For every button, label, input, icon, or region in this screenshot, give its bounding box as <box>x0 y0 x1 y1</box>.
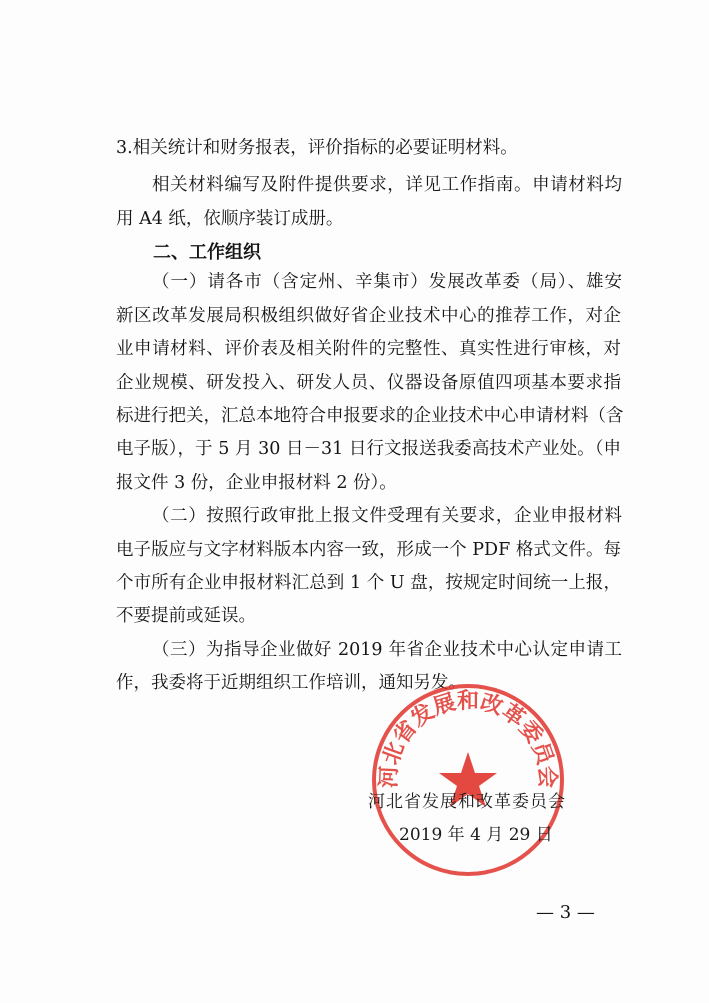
body-line: 不要提前或延误。 <box>116 606 256 626</box>
body-line: （一）请各市（含定州、辛集市）发展改革委（局）、雄安 <box>152 272 622 292</box>
section-heading: 二、工作组织 <box>153 242 261 263</box>
official-seal <box>368 680 568 880</box>
body-line: 用 A4 纸，依顺序装订成册。 <box>116 209 344 229</box>
body-line: 报文件 3 份，企业申报材料 2 份）。 <box>116 473 397 493</box>
body-line: 标进行把关，汇总本地符合申报要求的企业技术中心申请材料（含 <box>116 406 624 426</box>
body-line: （二）按照行政审批上报文件受理有关要求，企业申报材料 <box>152 506 622 526</box>
page-number: — 3 — <box>536 902 595 923</box>
body-line: 电子版），于 5 月 30 日－31 日行文报送我委高技术产业处。（申 <box>116 439 621 459</box>
body-line: （三）为指导企业做好 2019 年省企业技术中心认定申请工 <box>152 640 622 660</box>
seal-text: 河北省发展和改革委员会 <box>375 688 561 789</box>
body-line: 新区改革发展局积极组织做好省企业技术中心的推荐工作，对企 <box>116 306 621 326</box>
body-line: 业申请材料、评价表及相关附件的完整性、真实性进行审核，对 <box>116 339 621 359</box>
body-line: 企业规模、研发投入、研发人员、仪器设备原值四项基本要求指 <box>116 373 621 393</box>
body-line: 电子版应与文字材料版本内容一致，形成一个 PDF 格式文件。每 <box>116 540 621 560</box>
signature-date: 2019 年 4 月 29 日 <box>399 825 553 845</box>
signature-org: 河北省发展和改革委员会 <box>368 792 566 812</box>
body-line: 作，我委将于近期组织工作培训，通知另发。 <box>116 673 466 693</box>
body-line: 3.相关统计和财务报表，评价指标的必要证明材料。 <box>116 138 518 158</box>
body-line: 相关材料编写及附件提供要求，详见工作指南。申请材料均 <box>152 175 622 195</box>
body-line: 个市所有企业申报材料汇总到 1 个 U 盘，按规定时间统一上报， <box>116 573 621 593</box>
